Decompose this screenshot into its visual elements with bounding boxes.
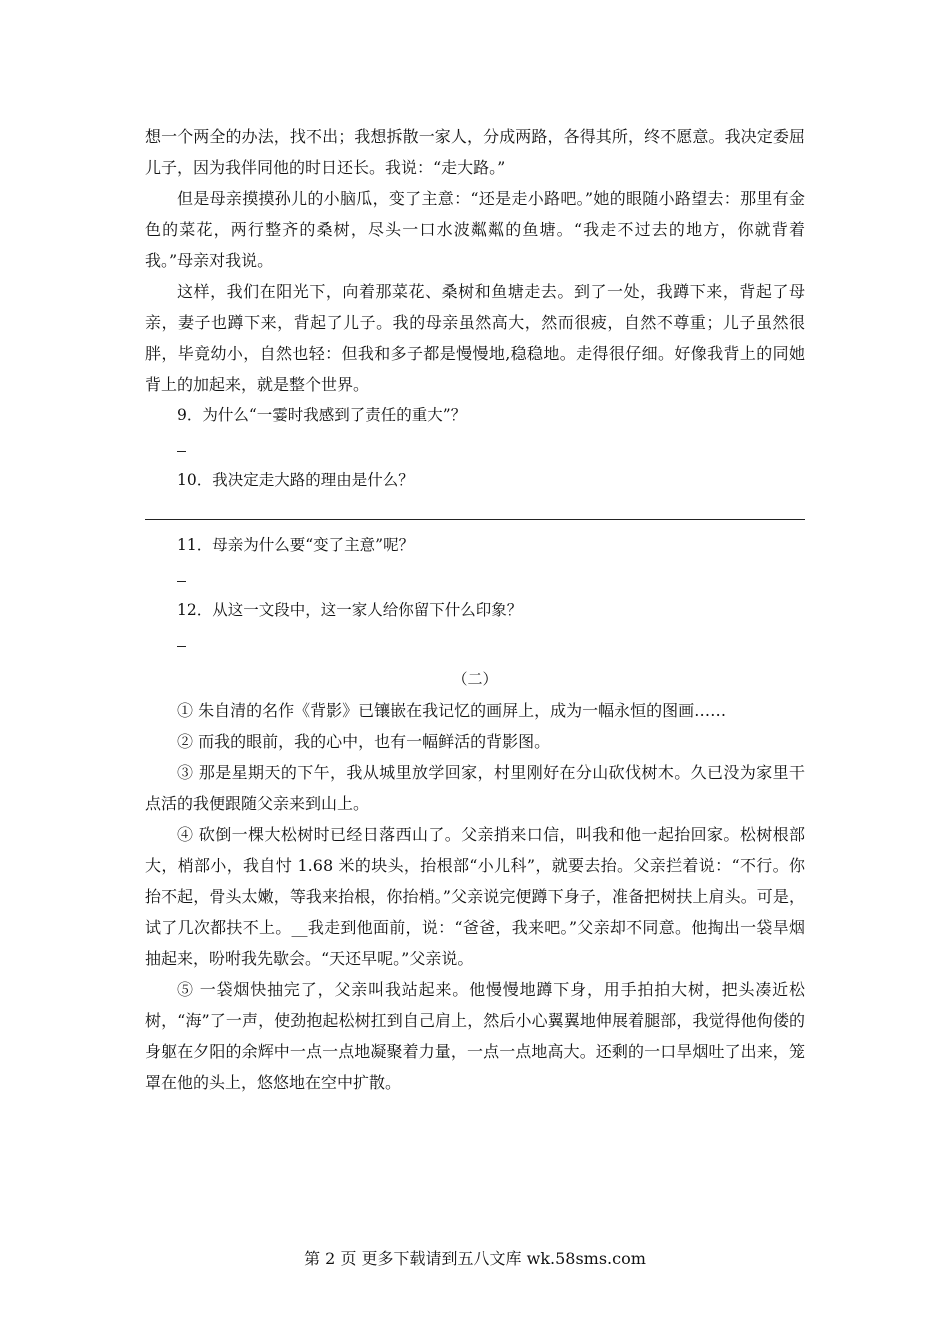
- section2-paragraph-5: ⑤ 一袋烟快抽完了，父亲叫我站起来。他慢慢地蹲下身，用手拍拍大树，把头凑近松树，“海”了一声，使劲抱起松树扛到自己肩上，然后小心翼翼地伸展着腿部，我觉得他佝偻的身躯在夕阳的余辉中一点一点地凝聚着力量，一点一点地高大。还剩的一口旱烟吐了出来，笼罩在他的头上，悠悠地在空中扩散。: [145, 980, 805, 1092]
- answer-blank-9[interactable]: [145, 431, 805, 465]
- document-body: [145, 121, 805, 1098]
- question-11: 11．母亲为什么要“变了主意”呢？: [177, 536, 415, 554]
- paragraph-2: 但是母亲摸摸孙儿的小脑瓜，变了主意：“还是走小路吧。”她的眼随小路望去：那里有金色的菜花，两行整齐的桑树，尽头一口水波粼粼的鱼塘。“我走不过去的地方，你就背着我。”母亲对我说。: [145, 189, 805, 270]
- question-9: 9．为什么“一霎时我感到了责任的重大”？: [177, 406, 467, 424]
- page-footer: 第 2 页 更多下载请到五八文库 wk.58sms.com: [304, 1249, 646, 1268]
- answer-dash: [177, 451, 186, 452]
- question-12: 12．从这一文段中，这一家人给你留下什么印象？: [177, 601, 523, 619]
- section2-paragraph-3: ③ 那是星期天的下午，我从城里放学回家，村里刚好在分山砍伐树木。久已没为家里干点活的我便跟随父亲来到山上。: [145, 763, 805, 813]
- section2-paragraph-1: ① 朱自清的名作《背影》已镶嵌在我记忆的画屏上，成为一幅永恒的图画……: [177, 701, 727, 720]
- section2-paragraph-2: ② 而我的眼前，我的心中，也有一幅鲜活的背影图。: [177, 732, 551, 751]
- answer-blank-12[interactable]: [145, 626, 805, 660]
- paragraph-3: 这样，我们在阳光下，向着那菜花、桑树和鱼塘走去。到了一处，我蹲下来，背起了母亲，妻子也蹲下来，背起了儿子。我的母亲虽然高大，然而很疲，自然不尊重；儿子虽然很胖，毕竟幼小，自然也轻：但我和多子都是慢慢地,稳稳地。走得很仔细。好像我背上的同她背上的加起来，就是整个世界。: [145, 282, 805, 394]
- section2-paragraph-4: ④ 砍倒一棵大松树时已经日落西山了。父亲捎来口信，叫我和他一起抬回家。松树根部大，梢部小，我自忖 1.68 米的块头，抬根部“小儿科”，就要去抬。父亲拦着说：“不行。你抬不起，骨头太嫩，等我来抬根，你抬梢。”父亲说完便蹲下身子，准备把树扶上肩头。可是，试了几次都扶不上。__我走到他面前，说：“爸爸，我来吧。”父亲却不同意。他掏出一袋旱烟抽起来，吩咐我先歇会。“天还早呢。”父亲说。: [145, 825, 805, 968]
- answer-rule: [145, 519, 805, 520]
- paragraph-1: 想一个两全的办法，找不出；我想拆散一家人，分成两路，各得其所，终不愿意。我决定委屈儿子，因为我伴同他的时日还长。我说：“走大路。”: [145, 127, 805, 177]
- answer-dash: [177, 646, 186, 647]
- answer-blank-11[interactable]: [145, 561, 805, 595]
- question-10: 10．我决定走大路的理由是什么？: [177, 471, 414, 489]
- section-heading: （二）: [452, 670, 498, 688]
- answer-line-10[interactable]: [145, 496, 805, 530]
- answer-dash: [177, 581, 186, 582]
